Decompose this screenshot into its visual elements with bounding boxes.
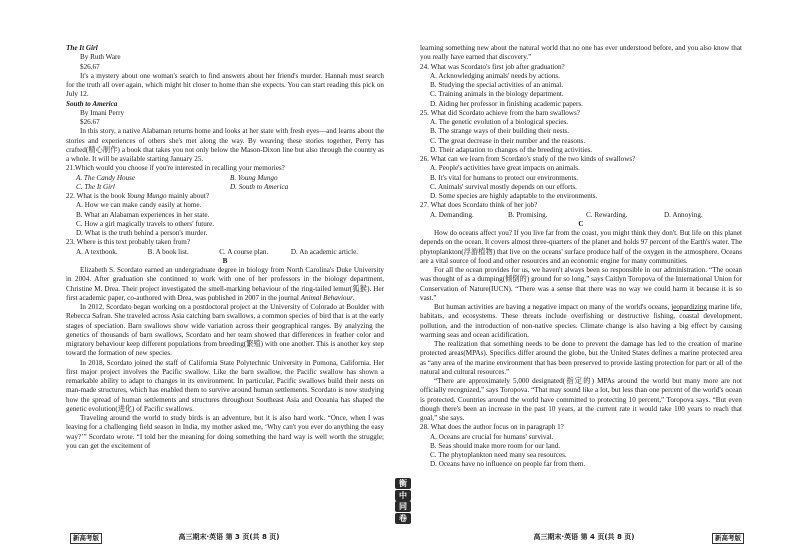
- left-column: [66, 44, 384, 451]
- seal-char: 卷: [395, 513, 411, 524]
- option-c[interactable]: C. Animals' survival mostly depends on our efforts.: [430, 182, 577, 191]
- section-c-heading: C: [578, 219, 584, 228]
- option-c[interactable]: C. Rewarding.: [586, 210, 628, 219]
- question-23-options: [66, 248, 384, 257]
- option-a[interactable]: A. People's activities have great impacts on animals.: [430, 164, 580, 173]
- option-c[interactable]: C. How a girl magically travels to others' future.: [76, 219, 215, 228]
- page-number-right: 高三期末·英语 第 4 页(共 8 页): [533, 533, 635, 541]
- question-21-options-row1: [66, 174, 384, 183]
- underlined-word: jeopardizing: [671, 303, 707, 311]
- book-price: $26.67: [80, 62, 100, 71]
- stem-text: mainly about?: [166, 192, 210, 200]
- option-b[interactable]: B. What an Alabaman experiences in her state.: [76, 210, 210, 219]
- option-c[interactable]: C. The phytoplankton need many sea resources.: [430, 451, 567, 459]
- option-d[interactable]: D. What is the truth behind a person's murder.: [76, 229, 208, 237]
- book-description: In this story, a native Alabaman returns home and looks at her state with fresh eyes—and learns about the stories and experiences of others she's met along the way. By weaving these stories together, Perry has crafted(精心制作) a book that takes you not only below the Mason-Dixon line but also through the country as a whole. It will be available starting January 25.: [66, 127, 384, 163]
- option-d[interactable]: D. Their adaptation to changes of the breeding activities.: [430, 145, 593, 154]
- option-a[interactable]: A. A textbook.: [76, 247, 118, 256]
- option-a[interactable]: A. Demanding.: [430, 210, 474, 219]
- para-text: marine life, habitats, and ecosystems. These threats include overfishing or destructive fishing, coastal development, pollution, and the introduction of non-native species. Climate change is also having a big effect by causing warming seas and ocean acidification.: [420, 303, 742, 339]
- passage-c-paragraph-2: For all the ocean provides for us, we haven't always been so responsible in our administration. “The ocean was thought of as a dumping(倾倒的) ground for so long,” says Caitlyn Toropova of the International Union for Conservation of Nature(IUCN). “There was a sense that there was no way we could harm it because it is so vast.”: [420, 266, 742, 302]
- option-b[interactable]: B. It's vital for humans to protect our environments.: [430, 173, 579, 182]
- question-21-stem: 21.Which would you choose if you're interested in recalling your memories?: [66, 164, 285, 173]
- section-b-heading: B: [222, 256, 228, 265]
- option-a[interactable]: A. How we can make candy easily at home.: [76, 201, 202, 210]
- option-d[interactable]: D. An academic article.: [290, 247, 359, 256]
- passage-b-paragraph-2: In 2012, Scordato began working on a postdoctoral project at the University of Colorado at Boulder with Rebecca Safran. She traveled across Asia catching barn swallows, a common species of bird that is at the early stages of speciation. Barn swallows show wide variation across their geographical ranges. By analyzing the genetics of thousands of barn swallows, Scordato and her team showed that differences in feather color and migratory behaviour keep different populations from breeding(繁殖) with one another. This is another key step toward the formation of new species.: [66, 303, 384, 358]
- edition-badge: 新高考版: [712, 533, 744, 544]
- option-b[interactable]: B. The strange ways of their building their nests.: [430, 127, 570, 136]
- question-23-stem: 23. Where is this text probably taken from?: [66, 238, 191, 247]
- question-24-stem: 24. What was Scordato's first job after graduation?: [420, 62, 565, 71]
- book-description: It's a mystery about one woman's search to find answers about her friend's murder. Hannah must search for the truth all over again, which might hit closer to home than she expects. You can start reading this pick on July 12.: [66, 71, 384, 99]
- option-c[interactable]: C. The great decrease in their number and the reasons.: [430, 136, 586, 145]
- option-a[interactable]: A. Acknowledging animals' needs by actions.: [430, 71, 560, 80]
- seal-char: 同: [395, 501, 411, 512]
- option-d[interactable]: D. South to America: [230, 182, 289, 191]
- seal-char: 中: [395, 490, 411, 501]
- question-28-stem: 28. What does the author focus on in paragraph 1?: [420, 423, 564, 432]
- book-author: By Imani Perry: [80, 108, 125, 117]
- page-number-left: 高三期末·英语 第 3 页(共 8 页): [178, 533, 280, 541]
- passage-b-paragraph-4-cont: learning something new about the natural world that no one has ever understood before, and you also know that you really have earned that discovery.”: [420, 44, 742, 62]
- passage-c-paragraph-4: The realization that something needs to be done to prevent the damage has led to the creation of marine protected areas(MPAs). Specifics differ around the globe, but the United States defines a marine protected area as “any area of the marine environment that has been preserved to provide lasting protection for part or all of the natural and cultural resources.”: [420, 340, 742, 376]
- right-column: [420, 44, 742, 470]
- option-d[interactable]: D. Annoying.: [664, 210, 703, 219]
- book-price: $26.67: [80, 118, 100, 126]
- para-text: Elizabeth S. Scordato earned an undergraduate degree in biology from North Carolina's Duke University in 2004. After graduation she continued to work with one of her professors in the biology department, Christine M. Drea. Their project investigated the smell-marking behaviour of the ring-tailed lemur(狐猴). Her first academic paper, co-authored with Drea, was published in 2007 in the journal: [66, 266, 384, 302]
- seal-char: 衡: [395, 478, 411, 489]
- passage-b-paragraph-1: [66, 266, 384, 303]
- passage-b-paragraph-3: In 2018, Scordato joined the staff of California State Polytechnic University in Pomona, California. Her first major project involves the Pacific swallow. Like the barn swallow, the Pacific swallow has shown a remarkable ability to adapt to changes in its environment. In particular, Pacific swallows build their nests on man-made structures, which has enabled them to survive around human settlements. Scordato is now studying how the spread of human settlements and structures throughout Southeast Asia and Oceania has shaped the genetic evolution(进化) of Pacific swallows.: [66, 358, 384, 413]
- option-b[interactable]: B. A book list.: [147, 247, 189, 256]
- option-a[interactable]: A. The Candy House: [76, 173, 136, 182]
- journal-name: Animal Behaviour: [300, 293, 353, 302]
- option-a[interactable]: A. Oceans are crucial for humans' survival.: [430, 432, 554, 441]
- option-c[interactable]: C. The It Girl: [76, 182, 115, 191]
- stem-italic: Young Mungo: [126, 192, 167, 200]
- book-author: By Ruth Ware: [80, 53, 121, 62]
- passage-c-paragraph-3: [420, 303, 742, 340]
- question-21-options-row2: [66, 183, 384, 192]
- question-27-stem: 27. What does Scordato think of her job?: [420, 201, 538, 210]
- para-text: But human activities are having a negative impact on many of the world's oceans,: [434, 303, 672, 311]
- option-c[interactable]: C. A course plan.: [219, 247, 269, 256]
- question-25-stem: 25. What did Scordato achieve from the barn swallows?: [420, 108, 580, 117]
- question-26-stem: 26. What can we learn from Scordato's study of the two kinds of swallows?: [420, 155, 636, 163]
- para-text: .: [352, 293, 355, 302]
- option-b[interactable]: B. Promising.: [508, 210, 548, 219]
- passage-c-paragraph-1: How do oceans affect you? If you live far from the coast, you might think they don't. But life on this planet depends on the ocean. It covers almost three-quarters of the planet and holds 97 percent of the Earth's water. The phytoplankton(浮游植物) that live on the oceans' surface produce half of the oxygen in the atmosphere. Oceans are a vital source of food and other resources and an economic engine for many communities.: [420, 229, 742, 265]
- center-seal: [392, 478, 414, 524]
- option-b[interactable]: B. Young Mungo: [230, 173, 278, 182]
- option-d[interactable]: D. Oceans have no influence on people far from them.: [430, 460, 586, 469]
- option-b[interactable]: B. Seas should make more room for our land.: [430, 441, 561, 450]
- option-d[interactable]: D. Aiding her professor in finishing academic papers.: [430, 99, 583, 108]
- option-a[interactable]: A. The genetic evolution of a biological species.: [430, 118, 569, 126]
- stem-text: 22. What is the book: [66, 192, 127, 200]
- edition-badge: 新高考版: [70, 533, 102, 544]
- question-22-stem: [66, 192, 384, 201]
- option-b[interactable]: B. Studying the special activities of an animal.: [430, 81, 564, 89]
- book-title-south-to-america: South to America: [66, 99, 118, 108]
- question-27-options: [420, 211, 742, 220]
- passage-c-paragraph-5: “There are approximately 5,000 designated(指定的) MPAs around the world but many more are not officially recognized,” says Toropova. “That may sound like a lot, but less than one percent of the world's ocean is protected. Countries around the world have committed to protecting 10 percent,” Toropova says. “But even though there's been an increase in the past 10 years, at the current rate it would take 100 years to reach that goal,” she says.: [420, 377, 742, 422]
- book-title-it-girl: The It Girl: [66, 44, 98, 52]
- passage-b-paragraph-4: Traveling around the world to study birds is an adventure, but it is also hard work. “Once, when I was leaving for a challenging field season in India, my mother asked me, ‘Why can't you ever do anything the easy way?’” Scordato wrote. “I told her the meaning for doing something the hard way is well worth the struggle; you can get the excitement of: [66, 414, 384, 450]
- option-c[interactable]: C. Training animals in the biology department.: [430, 90, 564, 99]
- option-d[interactable]: D. Some species are highly adaptable to the environments.: [430, 192, 598, 200]
